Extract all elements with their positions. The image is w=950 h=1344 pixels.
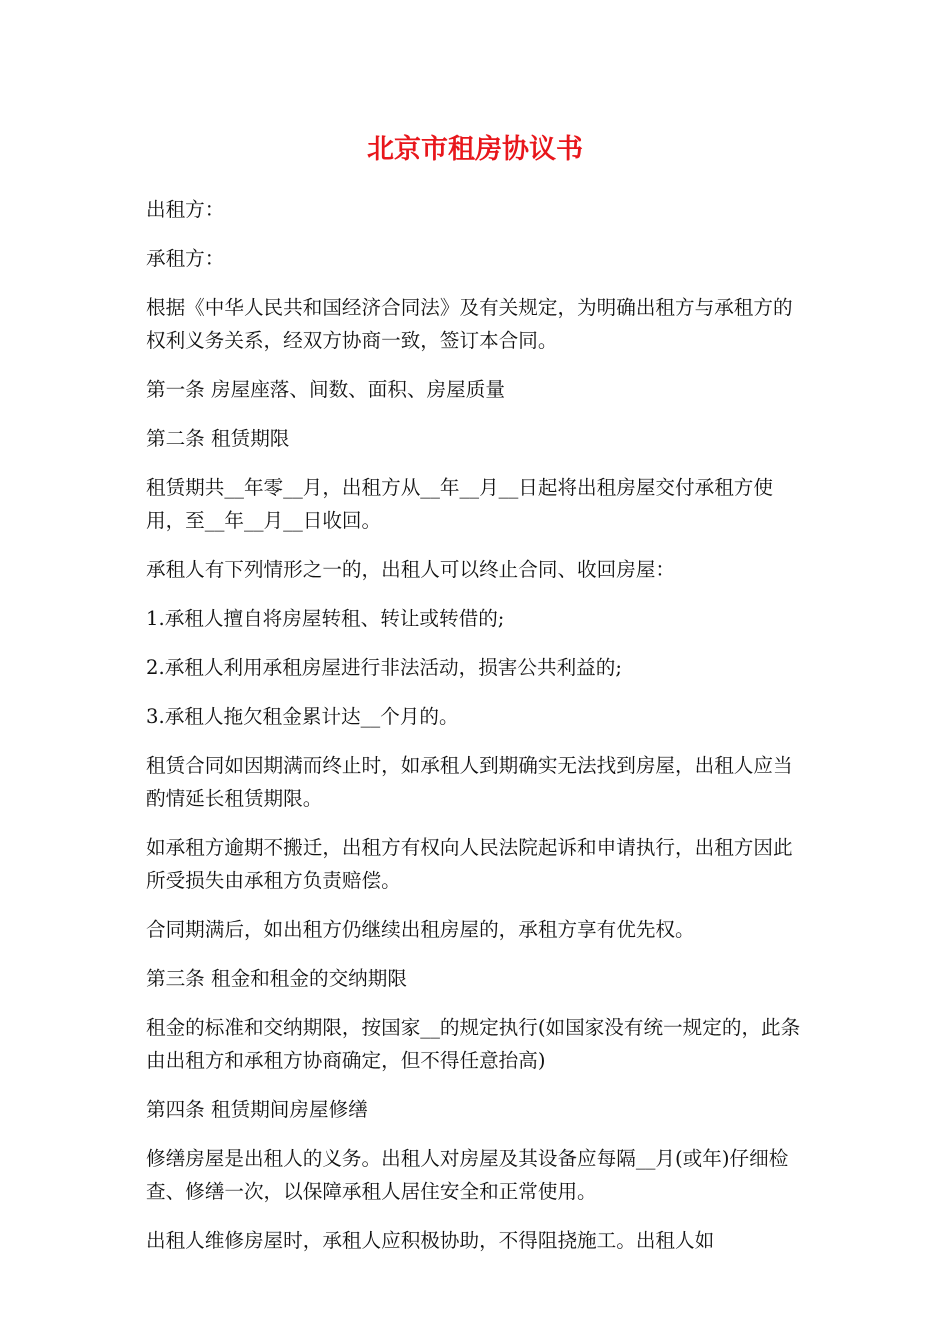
paragraph-lease-term: 租赁期共__年零__月，出租方从__年__月__日起将出租房屋交付承租方使用，至__年__月__日收回。 (146, 476, 773, 532)
paragraph-preamble: 根据《中华人民共和国经济合同法》及有关规定，为明确出租方与承租方的权利义务关系，经双方协商一致，签订本合同。 (146, 296, 793, 352)
paragraph-overdue: 如承租方逾期不搬迁，出租方有权向人民法院起诉和申请执行，出租方因此所受损失由承租方负责赔偿。 (146, 836, 793, 892)
paragraph-termination-conditions: 承租人有下列情形之一的，出租人可以终止合同、收回房屋： (146, 558, 676, 581)
paragraph-priority: 合同期满后，如出租方仍继续出租房屋的，承租方享有优先权。 (146, 918, 695, 941)
list-item-2: 2.承租人利用承租房屋进行非法活动，损害公共利益的; (146, 656, 622, 679)
article-3-heading: 第三条 租金和租金的交纳期限 (146, 967, 407, 990)
document-body (146, 193, 810, 1257)
paragraph-repair-duty: 修缮房屋是出租人的义务。出租人对房屋及其设备应每隔__月(或年)仔细检查、修缮一次，以保障承租人居住安全和正常使用。 (146, 1147, 789, 1203)
article-1-heading: 第一条 房屋座落、间数、面积、房屋质量 (146, 378, 505, 401)
paragraph-rent-standard: 租金的标准和交纳期限，按国家__的规定执行(如国家没有统一规定的，此条由出租方和承租方协商确定，但不得任意抬高) (146, 1016, 801, 1072)
list-item-1: 1.承租人擅自将房屋转租、转让或转借的; (146, 607, 505, 630)
paragraph-lessee: 承租方： (146, 247, 225, 270)
list-item-3: 3.承租人拖欠租金累计达__个月的。 (146, 705, 459, 728)
paragraph-extension: 租赁合同如因期满而终止时，如承租人到期确实无法找到房屋，出租人应当酌情延长租赁期限。 (146, 754, 793, 810)
paragraph-repair-cooperation: 出租人维修房屋时，承租人应积极协助，不得阻挠施工。出租人如 (146, 1229, 715, 1252)
article-2-heading: 第二条 租赁期限 (146, 427, 290, 450)
document-title: 北京市租房协议书 (367, 134, 583, 165)
paragraph-lessor: 出租方： (146, 198, 225, 221)
article-4-heading: 第四条 租赁期间房屋修缮 (146, 1098, 368, 1121)
